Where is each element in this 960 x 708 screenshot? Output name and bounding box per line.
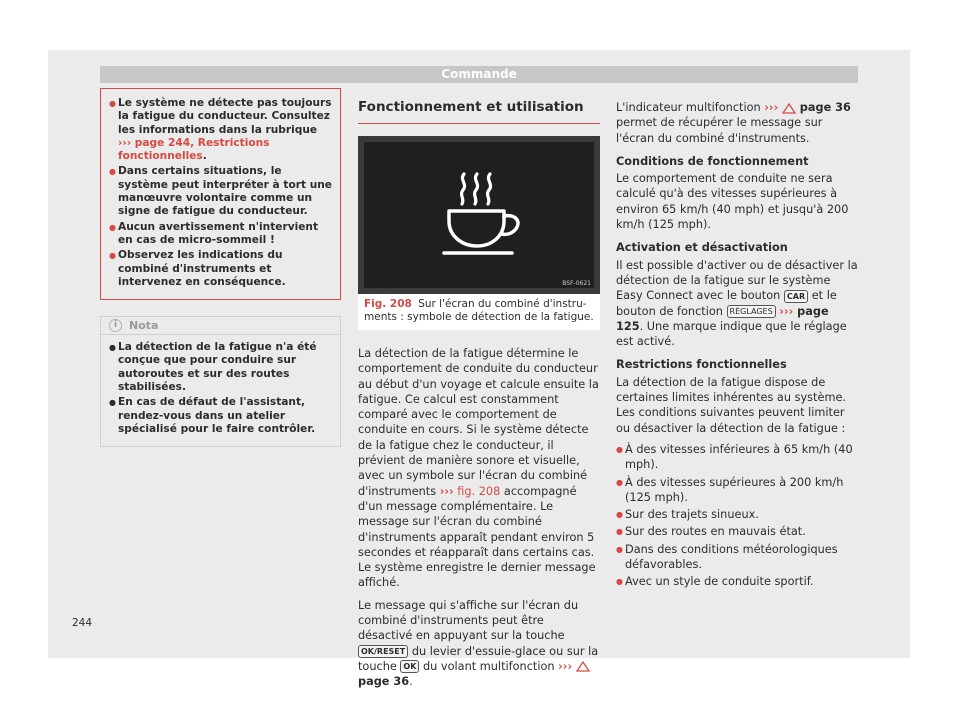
figure-code: BSF-0621 xyxy=(562,280,591,287)
paragraph: L'indicateur multifonction ››› page 36 permet de récupérer le message sur l'écran du combiné d'instruments. xyxy=(616,101,851,145)
warning-triangle-icon xyxy=(782,103,796,114)
note-title: Nota xyxy=(129,319,159,333)
warning-item: ● Aucun avertissement n'intervient en cas de micro-sommeil ! xyxy=(109,221,332,248)
middle-column xyxy=(358,88,600,690)
warning-box xyxy=(100,88,341,300)
settings-key: RÉGLAGES xyxy=(727,305,776,318)
left-column xyxy=(100,88,341,447)
cross-reference-arrow: ››› xyxy=(118,136,132,149)
page-link[interactable]: page 36 xyxy=(358,675,410,689)
list-item: ● À des vitesses inférieures à 65 km/h (40 mph). xyxy=(616,442,858,473)
cross-reference-arrow: ››› xyxy=(779,304,794,318)
paragraph: Le comportement de conduite ne sera calculé qu'à des vitesses supérieures à environ 65 km/h (40 mph) et jusqu'à 200 km/h (125 mph). xyxy=(616,172,849,232)
list-item: ● Avec un style de conduite sportif. xyxy=(616,574,858,589)
subheading: Restrictions fonctionnelles xyxy=(616,358,787,372)
figure-caption: Fig. 208 Sur l'écran du combiné d'instruments : symbole de détection de la fatigue. xyxy=(358,294,600,330)
figure-label: Fig. 208 xyxy=(364,298,412,310)
warning-triangle-icon xyxy=(576,661,590,672)
subheading: Activation et désactivation xyxy=(616,241,788,255)
coffee-cup-icon xyxy=(364,142,594,288)
page-number: 244 xyxy=(72,617,93,629)
note-header xyxy=(101,317,340,335)
list-item: ● Sur des routes en mauvais état. xyxy=(616,524,858,539)
page-link[interactable]: page 36 xyxy=(795,101,851,114)
warning-item: ● Le système ne détecte pas toujours la fatigue du conducteur. Consultez les informations dans la rubrique ››› page 244, Restrictions fonctionnelles. xyxy=(109,97,332,163)
instrument-display xyxy=(364,142,594,288)
info-icon: i xyxy=(109,319,122,332)
paragraph: Le message qui s'affiche sur l'écran du combiné d'instruments peut être désactivé en appuyant sur la touche OK/RESET du levier d'essuie-glace ou sur la touche OK du volant multifonction ››› page 36. xyxy=(358,598,599,689)
note-item: ● En cas de défaut de l'assistant, rendez-vous dans un atelier spécialisé pour le faire contrôler. xyxy=(109,396,332,436)
figure-link[interactable]: fig. 208 xyxy=(453,484,501,498)
paragraph: Il est possible d'activer ou de désactiver la détection de la fatigue sur le système Easy Connect avec le bouton CAR et le bouton de fonction RÉGLAGES ››› page 125. Une marque indique que le réglage est activé. xyxy=(616,258,858,349)
manual-page xyxy=(48,50,910,689)
cross-reference-arrow: ››› xyxy=(439,484,454,498)
car-key: CAR xyxy=(784,290,808,303)
right-column xyxy=(616,88,858,590)
page-link[interactable]: page 125 xyxy=(616,304,829,333)
page-header: Commande xyxy=(100,66,858,83)
list-item: ● Dans des conditions météorologiques défavorables. xyxy=(616,542,858,573)
restriction-list xyxy=(616,442,858,590)
cross-reference-arrow: ››› xyxy=(764,101,779,114)
ok-key: OK xyxy=(400,660,419,673)
note-item: ● La détection de la fatigue n'a été conçue que pour conduire sur autoroutes et sur des routes stabilisées. xyxy=(109,341,332,394)
paragraph: La détection de la fatigue dispose de certaines limites inhérentes au système. Les conditions suivantes peuvent limiter ou désactiver la détection de la fatigue : xyxy=(616,375,846,435)
list-item: ● À des vitesses supérieures à 200 km/h (125 mph). xyxy=(616,475,858,506)
subheading: Conditions de fonctionnement xyxy=(616,154,809,168)
section-title: Fonctionnement et utilisation xyxy=(358,98,600,124)
list-item: ● Sur des trajets sinueux. xyxy=(616,507,858,522)
paragraph: La détection de la fatigue détermine le comportement de conduite du conducteur au début d'un voyage et calcule ensuite la fatigue. Ce calcul est constamment comparé avec le comportement de conduite en cours. Si le système détecte de la fatigue chez le conducteur, il prévient de manière sonore et visuelle, avec un symbole sur l'écran du combiné d'instruments ››› fig. 208 accompagné d'un message complémentaire. Le message sur l'écran du combiné d'instruments apparaît pendant environ 5 secondes et réapparaît dans certains cas. Le système enregistre le dernier message affiché. xyxy=(358,347,599,590)
figure-image xyxy=(358,136,600,294)
note-box xyxy=(100,316,341,447)
ok-reset-key: OK/RESET xyxy=(358,645,408,658)
warning-item: ● Observez les indications du combiné d'instruments et intervenez en conséquence. xyxy=(109,249,332,289)
cross-reference-arrow: ››› xyxy=(558,659,573,673)
page-link[interactable]: page 244, Restrictions fonctionnelles xyxy=(118,136,270,163)
warning-item: ● Dans certains situations, le système peut interpréter à tort une manœuvre volontaire comme un signe de fatigue du conducteur. xyxy=(109,165,332,218)
